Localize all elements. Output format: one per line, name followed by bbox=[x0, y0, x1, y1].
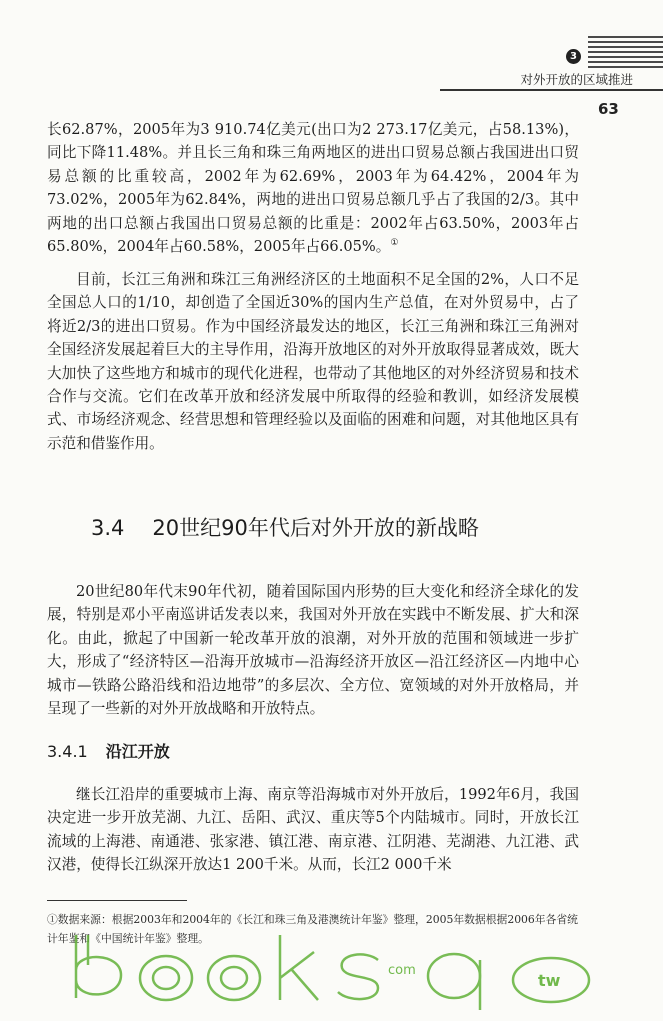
section-title: 20世纪90年代后对外开放的新战略 bbox=[152, 516, 479, 540]
subsection-title: 沿江开放 bbox=[105, 742, 170, 761]
footnote-rule bbox=[47, 900, 187, 901]
paragraph-intro-text: 长62.87%，2005年为3 910.74亿美元(出口为2 273.17亿美元，占58.13%)，同比下降11.48%。并且长三角和珠三角两地区的进出口贸易总额占我国进出口贸易总额的比重较高，2002年为62.69%，2003年为64.42%，2004年为73.02%，2005年为62.84%，两地的进出口贸易总额几乎占了我国的2/3。其中两地的出口总额占我国出口贸易总额的比重是：2002年占63.50%，2003年占65.80%，2004年占60.58%，2005年占66.05%。 bbox=[47, 121, 579, 256]
paragraph-2-text: 目前，长江三角洲和珠江三角洲经济区的土地面积不足全国的2%，人口不足全国总人口的1/10，却创造了全国近30%的国内生产总值，在对外贸易中，占了将近2/3的进出口贸易。作为中国经济最发达的地区，长江三角洲和珠江三角洲对全国经济发展起着巨大的主导作用，沿海开放地区的对外开放取得显著成效，既大大加快了这些地方和城市的现代化进程，也带动了其他地区的对外经济贸易和技术合作与交流。它们在改革开放和经济发展中所取得的经验和教训，如经济发展模式、市场经济观念、经营思想和管理经验以及面临的困难和问题，对其他地区具有示范和借鉴作用。 bbox=[47, 271, 579, 452]
chapter-number-icon: 3 bbox=[566, 49, 581, 64]
running-head: 对外开放的区域推进 bbox=[520, 72, 633, 87]
section-number: 3.4 bbox=[91, 516, 125, 540]
header-rule bbox=[440, 89, 663, 91]
paragraph-intro bbox=[47, 118, 579, 258]
watermark-letters bbox=[76, 935, 589, 1010]
paragraph-3 bbox=[47, 580, 579, 720]
watermark-tw: tw bbox=[538, 971, 561, 990]
paragraph-2 bbox=[47, 268, 579, 455]
watermark-com: com bbox=[388, 963, 416, 978]
header-decoration-stripes bbox=[588, 36, 663, 70]
page-number: 63 bbox=[598, 100, 619, 118]
paragraph-4-text: 继长江沿岸的重要城市上海、南京等沿海城市对外开放后，1992年6月，我国决定进一步开放芜湖、九江、岳阳、武汉、重庆等5个内陆城市。同时，开放长江流域的上海港、南通港、张家港、镇江港、南京港、江阴港、芜湖港、九江港、武汉港，使得长江纵深开放达1 200千米。从而，长江2 000千米 bbox=[47, 786, 579, 874]
subsection-heading bbox=[47, 739, 170, 762]
subsection-number: 3.4.1 bbox=[47, 742, 88, 761]
footnote-marker[interactable]: ① bbox=[390, 238, 399, 249]
footnote: ①数据来源：根据2003年和2004年的《长江和珠三角及港澳统计年鉴》整理，2005年数据根据2006年各省统计年鉴和《中国统计年鉴》整理。 bbox=[47, 913, 578, 945]
books-watermark-logo bbox=[66, 930, 596, 1010]
paragraph-3-text: 20世纪80年代末90年代初，随着国际国内形势的巨大变化和经济全球化的发展，特别是邓小平南巡讲话发表以来，我国对外开放在实践中不断发展、扩大和深化。由此，掀起了中国新一轮改革开放的浪潮，对外开放的范围和领域进一步扩大，形成了“经济特区—沿海开放城市—沿海经济开放区—沿江经济区—内地中心城市—铁路公路沿线和沿边地带”的多层次、全方位、宽领域的对外开放格局，并呈现了一些新的对外开放战略和开放特点。 bbox=[47, 583, 579, 718]
section-heading bbox=[91, 512, 479, 542]
paragraph-4 bbox=[47, 783, 579, 877]
